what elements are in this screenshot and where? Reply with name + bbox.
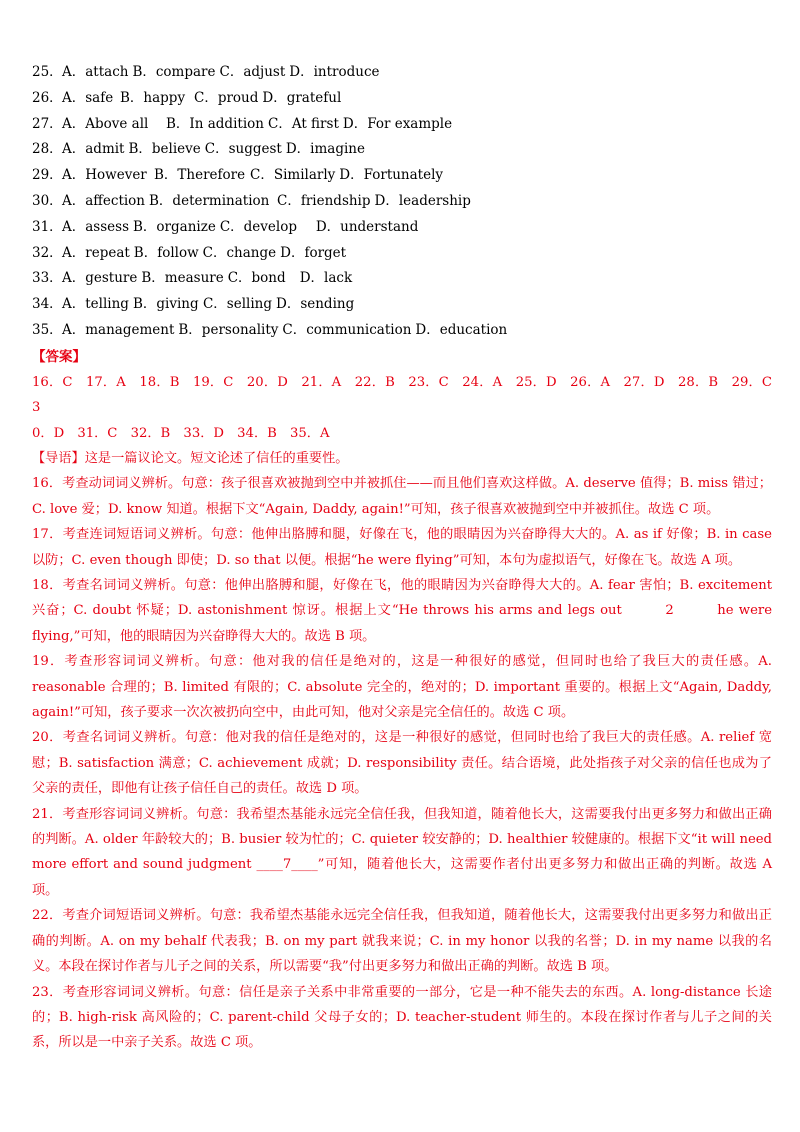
- option-a: A．However: [62, 167, 147, 184]
- answers-line-1: 16．C 17．A 18．B 19．C 20．D 21．A 22．B 23．C 24．A 25．D 26．A 27．D 28．B 29．C 3: [32, 374, 786, 416]
- question-number: 27．: [32, 115, 63, 132]
- option-c: C．adjust: [219, 64, 286, 80]
- option-d: D．sending: [276, 296, 355, 313]
- option-a: A．admit: [62, 141, 125, 158]
- option-a: A．attach: [62, 64, 129, 80]
- option-c: C．Similarly: [250, 167, 336, 184]
- question-row: [32, 163, 772, 189]
- option-b: B．happy: [120, 89, 186, 106]
- option-d: D．leadership: [374, 192, 471, 209]
- explanation-paragraph: 18．考查名词词义辨析。句意：他伸出胳膊和腿，好像在飞，他的眼睛因为兴奋睁得大大的。A. fear 害怕；B. excitement 兴奋；C. doubt 怀疑；D. astonishment 惊讶。根据上文“He throws his arms and legs out 2 he were flying,”可知，他的眼睛因为兴奋睁得大大的。故选 B 项。: [32, 578, 772, 644]
- question-list: [32, 60, 772, 344]
- option-c: C．selling: [202, 296, 272, 313]
- explanation-paragraph: 16．考查动词词义辨析。句意：孩子很喜欢被抛到空中并被抓住——而且他们喜欢这样做。A. deserve 值得；B. miss 错过；C. love 爱；D. know 知道。根据下文“Again, Daddy, again!”可知，孩子很喜欢被抛到空中并被抓住。故选 C 项。: [32, 476, 772, 517]
- question-row: [32, 86, 772, 112]
- question-number: 33．: [32, 270, 63, 287]
- question-number: 26．: [32, 89, 63, 106]
- question-number: 34．: [32, 296, 63, 313]
- question-number: 31．: [32, 218, 63, 235]
- question-number: 25．: [32, 64, 63, 80]
- option-d: D．imagine: [285, 141, 365, 158]
- option-c: C．suggest: [204, 141, 282, 158]
- option-d: D．understand: [315, 218, 419, 235]
- option-a: A．safe: [62, 89, 114, 106]
- option-a: A．assess: [62, 218, 129, 235]
- option-d: D．Fortunately: [339, 167, 444, 184]
- question-row: [32, 112, 772, 138]
- question-number: 30．: [32, 192, 63, 209]
- explanation-paragraph: 19．考查形容词词义辨析。句意：他对我的信任是绝对的，这是一种很好的感觉，但同时也给了我巨大的责任感。A. reasonable 合理的；B. limited 有限的；C. absolute 完全的，绝对的；D. important 重要的。根据上文“Again, Daddy, again!”可知，孩子要求一次次被扔向空中，由此可知，他对父亲是完全信任的。故选 C 项。: [32, 654, 772, 721]
- option-c: C．At first: [268, 115, 339, 132]
- option-a: A．gesture: [62, 270, 138, 287]
- document-page: [32, 60, 786, 1056]
- option-b: B．follow: [133, 244, 199, 261]
- option-b: B．determination: [149, 192, 270, 209]
- option-d: D．introduce: [289, 64, 380, 80]
- answers-line-2: 0．D 31．C 32．B 33．D 34．B 35．A: [32, 425, 330, 441]
- question-row: [32, 215, 772, 241]
- option-d: D．forget: [280, 244, 347, 261]
- option-a: A．repeat: [62, 244, 130, 261]
- option-a: A．telling: [62, 296, 129, 313]
- option-c: C．change: [202, 244, 277, 261]
- question-number: 29．: [32, 167, 63, 184]
- question-row: [32, 241, 772, 267]
- option-a: A．management: [62, 321, 175, 338]
- question-row: [32, 318, 772, 344]
- option-d: D．lack: [299, 270, 353, 287]
- question-row: [32, 60, 772, 86]
- option-b: B．In addition: [166, 115, 264, 132]
- option-a: A．affection: [62, 192, 146, 209]
- option-b: B．personality: [178, 321, 279, 338]
- option-a: A．Above all: [62, 115, 149, 132]
- option-c: C．proud: [194, 89, 259, 106]
- option-b: B．organize: [133, 218, 216, 235]
- answer-header: 【答案】: [32, 348, 86, 365]
- option-b: B．measure: [141, 270, 224, 287]
- explanation-paragraph: 20．考查名词词义辨析。句意：他对我的信任是绝对的，这是一种很好的感觉，但同时也给了我巨大的责任感。A. relief 宽慰；B. satisfaction 满意；C. achievement 成就；D. responsibility 责任。结合语境，此处指孩子对父亲的信任也成为了父亲的责任，即他有让孩子信任自己的责任。故选 D 项。: [32, 730, 772, 797]
- question-row: [32, 266, 772, 292]
- explanation-paragraph: 23．考查形容词词义辨析。句意：信任是亲子关系中非常重要的一部分，它是一种不能失去的东西。A. long-distance 长途的；B. high-risk 高风险的；C. parent-child 父母子女的；D. teacher-student 师生的。本段在探讨作者与儿子之间的关系，所以是一中亲子关系。故选 C 项。: [32, 984, 772, 1051]
- explanation-paragraph: 21．考查形容词词义辨析。句意：我希望杰基能永远完全信任我，但我知道，随着他长大，这需要我付出更多努力和做出正确的判断。A. older 年龄较大的；B. busier 较为忙的；C. quieter 较安静的；D. healthier 较健康的。根据下文“it will need more effort and sound judgment ____7____”可知，随着他长大，这需要作者付出更多努力和做出正确的判断。故选 A 项。: [32, 806, 772, 898]
- option-b: B．believe: [128, 141, 201, 158]
- option-b: B．giving: [132, 296, 199, 313]
- question-row: [32, 189, 772, 215]
- option-b: B．compare: [132, 64, 216, 80]
- option-c: C．develop: [219, 218, 297, 235]
- option-c: C．communication: [282, 321, 412, 338]
- option-d: D．grateful: [262, 89, 342, 106]
- question-row: [32, 137, 772, 163]
- option-c: C．bond: [227, 270, 286, 287]
- question-row: [32, 292, 772, 318]
- question-number: 35．: [32, 321, 63, 338]
- question-number: 28．: [32, 141, 63, 158]
- explanation-paragraph: 17．考查连词短语词义辨析。句意：他伸出胳膊和腿，好像在飞，他的眼睛因为兴奋睁得大大的。A. as if 好像；B. in case 以防；C. even though 即使；D. so that 以便。根据“he were flying”可知，本句为虚拟语气，好像在飞。故选 A 项。: [32, 527, 772, 568]
- explanation-list: [32, 471, 772, 1055]
- option-c: C．friendship: [277, 192, 371, 209]
- question-number: 32．: [32, 244, 63, 261]
- explanation-paragraph: 22．考查介词短语词义辨析。句意：我希望杰基能永远完全信任我，但我知道，随着他长大，这需要我付出更多努力和做出正确的判断。A. on my behalf 代表我；B. on my part 就我来说；C. in my honor 以我的名誉；D. in my name 以我的名义。本段在探讨作者与儿子之间的关系，所以需要“我”付出更多努力和做出正确的判断。故选 B 项。: [32, 908, 772, 975]
- option-d: D．education: [415, 321, 508, 338]
- guide-text: 【导语】这是一篇议论文。短文论述了信任的重要性。: [32, 450, 349, 466]
- option-b: B．Therefore: [154, 167, 246, 184]
- option-d: D．For example: [342, 115, 453, 132]
